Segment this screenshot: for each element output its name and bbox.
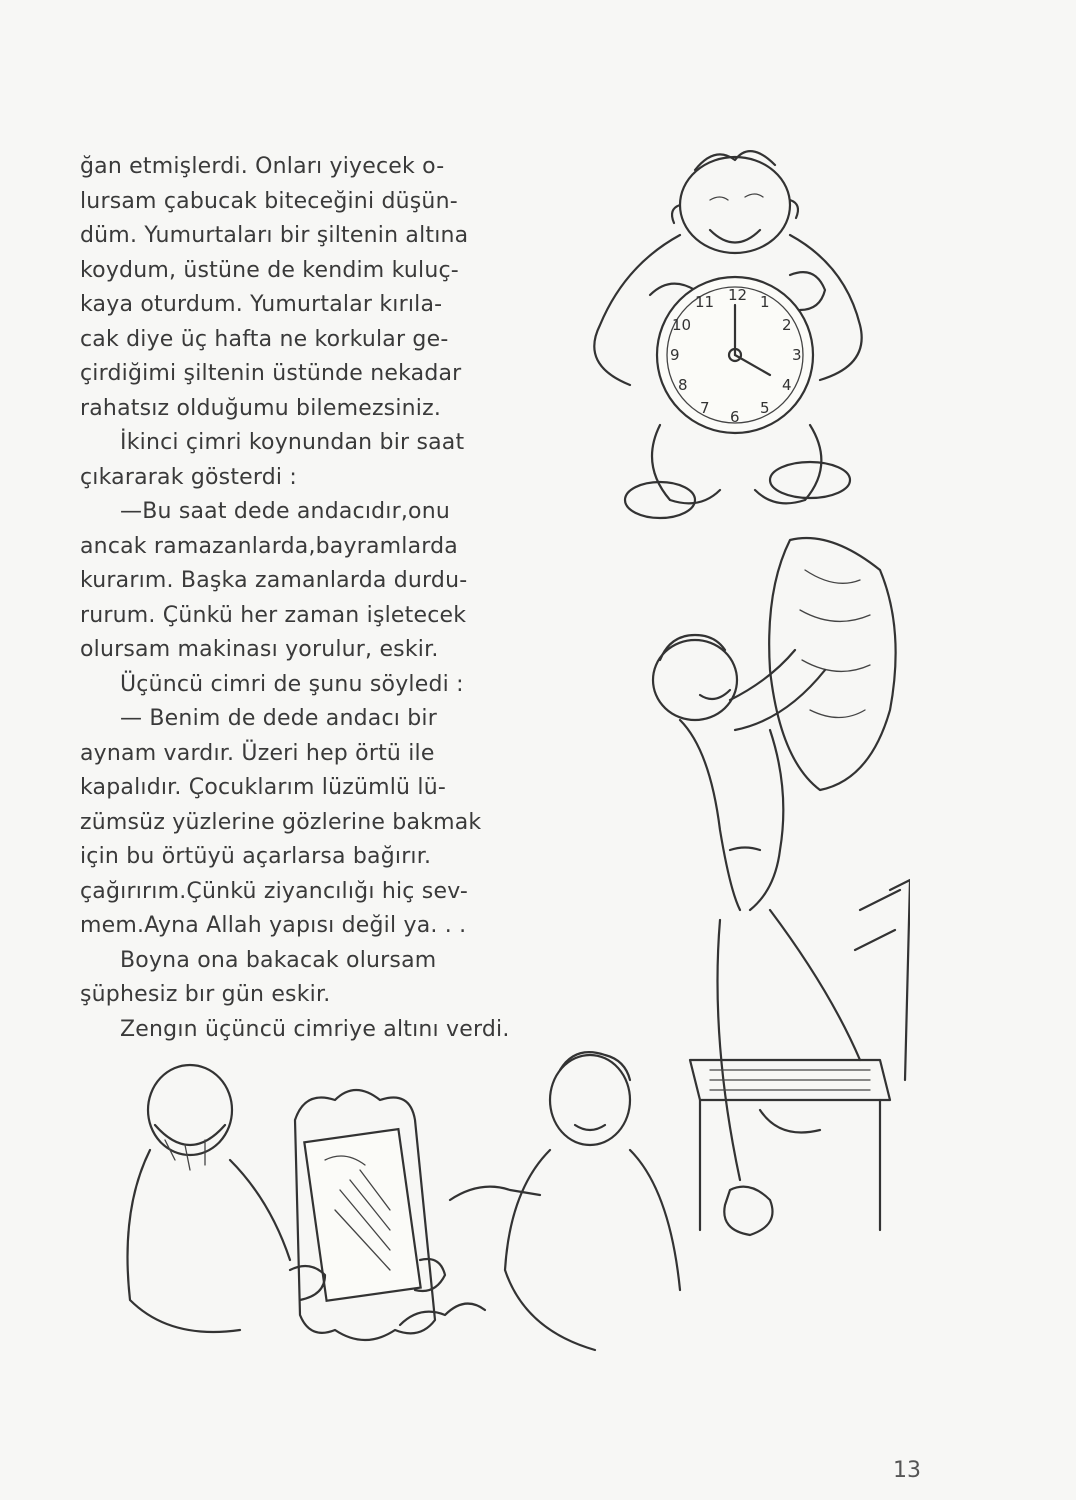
mirror-scene-illustration <box>110 1040 700 1370</box>
clock-numeral: 4 <box>782 376 792 394</box>
text-line: lursam çabucak biteceğini düşün- <box>80 188 458 214</box>
clock-numeral: 5 <box>760 399 770 417</box>
page-number: 13 <box>893 1458 921 1483</box>
clock-numeral: 8 <box>678 376 688 394</box>
text-line: çirdiğimi şiltenin üstünde nekadar <box>80 361 462 386</box>
text-line: olursam makinası yorulur, eskir. <box>80 637 439 662</box>
body-text <box>80 150 550 1047</box>
text-line: Boyna ona bakacak olursam <box>120 947 437 973</box>
text-line: Üçüncü cimri de şunu söyledi : <box>120 671 464 697</box>
clock-numeral: 1 <box>760 293 770 311</box>
text-line: ğan etmişlerdi. Onları yiyecek o- <box>80 154 445 179</box>
text-line: cak diye üç hafta ne korkular ge- <box>80 326 449 352</box>
text-line: İkinci çimri koynundan bir saat <box>120 430 465 455</box>
text-line: Zengın üçüncü cimriye altını verdi. <box>120 1016 510 1042</box>
clock-numeral: 9 <box>670 346 680 364</box>
text-line: çağırırım.Çünkü ziyancılığı hiç sev- <box>80 878 468 904</box>
text-line: rurum. Çünkü her zaman işletecek <box>80 602 467 628</box>
text-line: koydum, üstüne de kendim kuluç- <box>80 257 459 283</box>
text-line: — Benim de dede andacı bir <box>120 706 437 731</box>
clock-numeral: 3 <box>792 346 802 364</box>
text-line: şüphesiz bır gün eskir. <box>80 982 331 1007</box>
text-line: ancak ramazanlarda,bayramlarda <box>80 533 458 559</box>
clock-numeral: 10 <box>672 316 692 334</box>
text-line: kurarım. Başka zamanlarda durdu- <box>80 568 468 593</box>
text-line: için bu örtüyü açarlarsa bağırır. <box>80 844 432 869</box>
text-line: aynam vardır. Üzeri hep örtü ile <box>80 740 435 766</box>
text-line: mem.Ayna Allah yapısı değil ya. . . <box>80 913 467 938</box>
clock-numeral: 7 <box>700 399 710 417</box>
text-line: —Bu saat dede andacıdır,onu <box>120 499 451 524</box>
text-line: çıkararak gösterdi : <box>80 464 298 490</box>
text-line: rahatsız olduğumu bilemezsiniz. <box>80 395 442 421</box>
clock-man-illustration <box>560 135 910 535</box>
text-line: zümsüz yüzlerine gözlerine bakmak <box>80 809 482 835</box>
clock-numeral: 11 <box>695 293 715 311</box>
text-line: düm. Yumurtaları bir şiltenin altına <box>80 223 469 248</box>
clock-numeral: 2 <box>782 316 792 334</box>
clock-numeral: 12 <box>728 286 748 304</box>
text-line: kaya oturdum. Yumurtalar kırıla- <box>80 292 443 317</box>
clock-numeral: 6 <box>730 408 740 426</box>
text-line: kapalıdır. Çocuklarım lüzümlü lü- <box>80 775 446 800</box>
